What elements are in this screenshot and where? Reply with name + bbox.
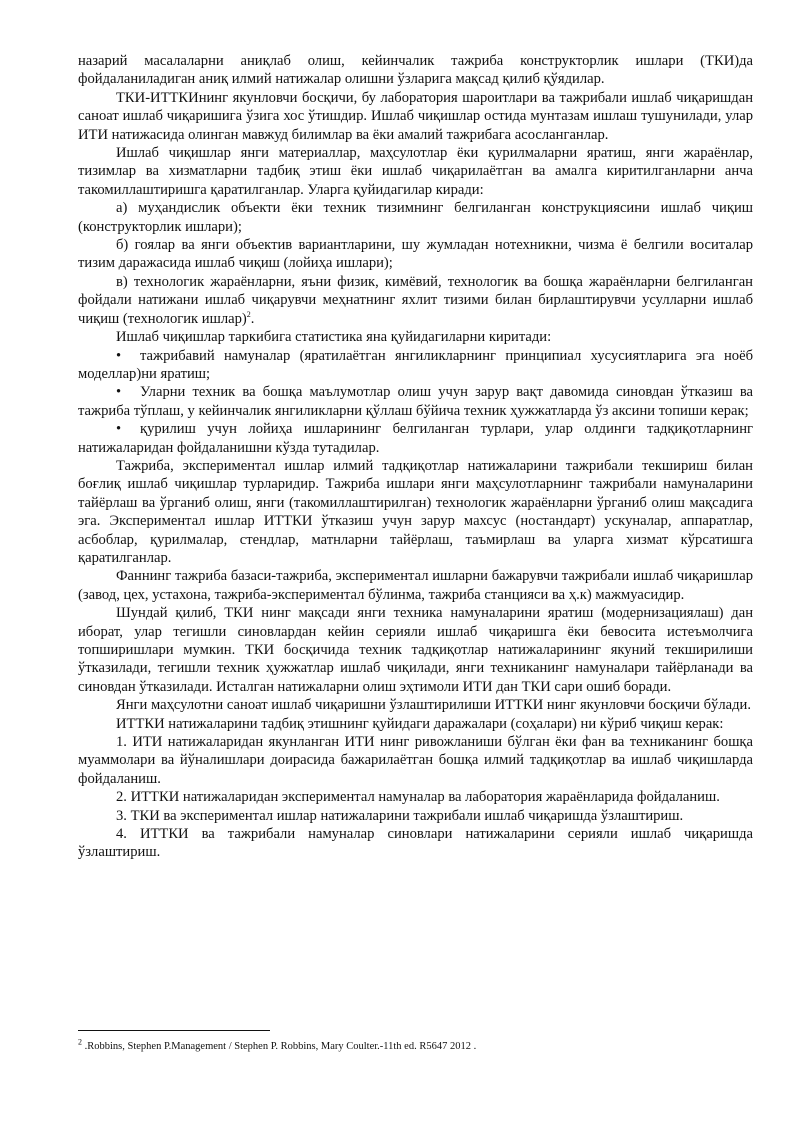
- paragraph: [78, 733, 753, 788]
- paragraph-text: в) технологик жараёнларни, яъни физик, кимёвий, технологик ва бошқа жараёнларни белгиланган фойдали натижани ишлаб чиқарувчи меҳнатнинг яхлит тизими билан бирлаштирувчи усулларни ишлаб чиқиш (технологик ишлар): [78, 273, 753, 327]
- paragraph: [78, 273, 753, 328]
- paragraph: [78, 199, 753, 236]
- footnote-text: .Robbins, Stephen P.Management / Stephen P. Robbins, Mary Coulter.-11th ed. R5647 2012 .: [82, 1041, 477, 1052]
- paragraph-text-end: .: [250, 310, 255, 327]
- paragraph-text: Уларни техник ва бошқа маълумотлар олиш учун зарур вақт давомида синовдан ўтказиш ва тажриба тўплаш, у кейинчалик янгиликларни қўллаш бўйича техник ҳужжатларда ўз аксини топиши керак;: [78, 384, 753, 419]
- paragraph: [78, 788, 753, 806]
- paragraph: [78, 567, 753, 604]
- paragraph-text: назарий масалаларни аниқлаб олиш, кейинчалик тажриба конструкторлик ишлари (ТКИ)да фойдаланиладиган аниқ илмий натижалар олишни ўзларига мақсад қилиб қўядилар.: [78, 53, 753, 88]
- paragraph: [78, 696, 753, 714]
- paragraph-text: ТКИ-ИТТКИнинг якунловчи босқичи, бу лаборатория шароитлари ва тажрибали ишлаб чиқаришдан саноат ишлаб чиқаришига ўзига хос ўтишдир. Ишлаб чиқишлар остида мунтазам ишлаш тушунилади, улар ИТИ натижасида олинган мавжуд билимлар ва ёки амалий тажрибага асосланганлар.: [78, 89, 753, 143]
- paragraph-text: 1. ИТИ натижаларидан якунланган ИТИ нинг ривожланиши бўлган ёки фан ва техниканинг бошқа муаммолари ва йўналишлари доирасида бажарилаётган бошқа илмий тадқиқотлар ва ишлаб чиқишларда фойдаланиш.: [78, 734, 753, 787]
- footnote: [78, 1037, 753, 1053]
- bullet-icon: •: [116, 347, 122, 364]
- document-body: [78, 52, 753, 862]
- bullet-item: [78, 347, 753, 384]
- paragraph-text: Ишлаб чиқишлар янги материаллар, маҳсулотлар ёки қурилмаларни яратиш, янги жараёнлар, тизимлар ва хизматларни тадбиқ этиш ёки ишлаб чиқарилаётган ва амалга киритилганларни анча такомиллаштиришга қаратилганлар. Уларга қуйидагилар киради:: [78, 145, 753, 198]
- paragraph: [78, 328, 753, 346]
- paragraph-text: Янги маҳсулотни саноат ишлаб чиқаришни ўзлаштирилиши ИТТКИ нинг якунловчи босқичи бўлади.: [116, 697, 751, 714]
- paragraph: [78, 52, 753, 89]
- paragraph: [78, 236, 753, 273]
- paragraph: [78, 144, 753, 199]
- bullet-icon: •: [116, 384, 122, 401]
- bullet-icon: •: [116, 421, 122, 438]
- paragraph-text: Фаннинг тажриба базаси-тажриба, экспериментал ишларни бажарувчи тажрибали ишлаб чиқаришлар (завод, цех, устахона, тажриба-экспериментал бўлинма, тажриба станцияси ва ҳ.к) мажмуасидир.: [78, 568, 753, 603]
- paragraph: [78, 825, 753, 862]
- paragraph-text: а) муҳандислик объекти ёки техник тизимнинг белгиланган конструкциясини ишлаб чиқиш (конструкторлик ишлари);: [78, 200, 753, 235]
- paragraph-text: Ишлаб чиқишлар таркибига статистика яна қуйидагиларни киритади:: [116, 329, 552, 346]
- paragraph-text: б) гоялар ва янги объектив вариантларини, шу жумладан нотехникни, чизма ё белгили воситалар тизим даражасида ишлаб чиқиш (лойиҳа ишлари);: [78, 237, 753, 272]
- paragraph-text: 4. ИТТКИ ва тажрибали намуналар синовлари натижаларини серияли ишлаб чиқаришда ўзлаштириш.: [78, 826, 753, 861]
- footnote-separator: [78, 1030, 270, 1031]
- paragraph-text: ИТТКИ натижаларини тадбиқ этишнинг қуйидаги даражалари (соҳалари) ни кўриб чиқиш керак:: [116, 715, 724, 732]
- paragraph: [78, 807, 753, 825]
- footnote-mark: 2: [78, 1037, 82, 1047]
- paragraph: [78, 604, 753, 696]
- paragraph-text: 3. ТКИ ва экспериментал ишлар натижаларини тажрибали ишлаб чиқаришда ўзлаштириш.: [116, 807, 684, 824]
- footnote-reference: 2: [246, 309, 251, 319]
- paragraph: [78, 715, 753, 733]
- paragraph: [78, 457, 753, 567]
- bullet-item: [78, 383, 753, 420]
- paragraph-text: қурилиш учун лойиҳа ишларининг белгиланган турлари, улар олдинги тадқиқотларнинг натижаларидан фойдаланишни кўзда тутадилар.: [78, 421, 753, 456]
- paragraph: [78, 89, 753, 144]
- paragraph-text: тажрибавий намуналар (яратилаётган янгиликларнинг принципиал хусусиятларига эга ноёб моделлар)ни яратиш;: [78, 347, 753, 382]
- paragraph-text: Шундай қилиб, ТКИ нинг мақсади янги техника намуналарини яратиш (модернизациялаш) дан иборат, улар тегишли синовлардан кейин серияли ишлаб чиқаришга ёки бевосита истеъмолчига топширишлари мумкин. ТКИ босқичида техник тадқиқотлар натижаларининг якуний текширилиши ўтказилади, тегишли техник ҳужжатлар ишлаб чиқилади, янги техниканинг намуналари тайёрланади ва синовдан ўтказилади. Исталган натижаларни олиш эҳтимоли ИТИ дан ТКИ сари ошиб боради.: [78, 605, 753, 695]
- paragraph-text: Тажриба, экспериментал ишлар илмий тадқиқотлар натижаларини тажрибали текшириш билан боғлиқ ишлаб чиқишлар турларидир. Тажриба ишлари янги маҳсулотларнинг тажрибали намуналарини тайёрлаш ва ўрганиб олиш, янги (такомиллаштирилган) технологик жараёнларни ўрганиб олиш мақсадига эга. Экспериментал ишлар ИТТКИ ўтказиш учун зарур махсус (ностандарт) ускуналар, аппаратлар, асбоблар, қурилмалар, стендлар, матнларни тайёрлаш, таъмирлаш ва уларга хизмат кўрсатишга қаратилганлар.: [78, 457, 753, 566]
- bullet-item: [78, 420, 753, 457]
- paragraph-text: 2. ИТТКИ натижаларидан экспериментал намуналар ва лаборатория жараёнларида фойдаланиш.: [116, 789, 720, 806]
